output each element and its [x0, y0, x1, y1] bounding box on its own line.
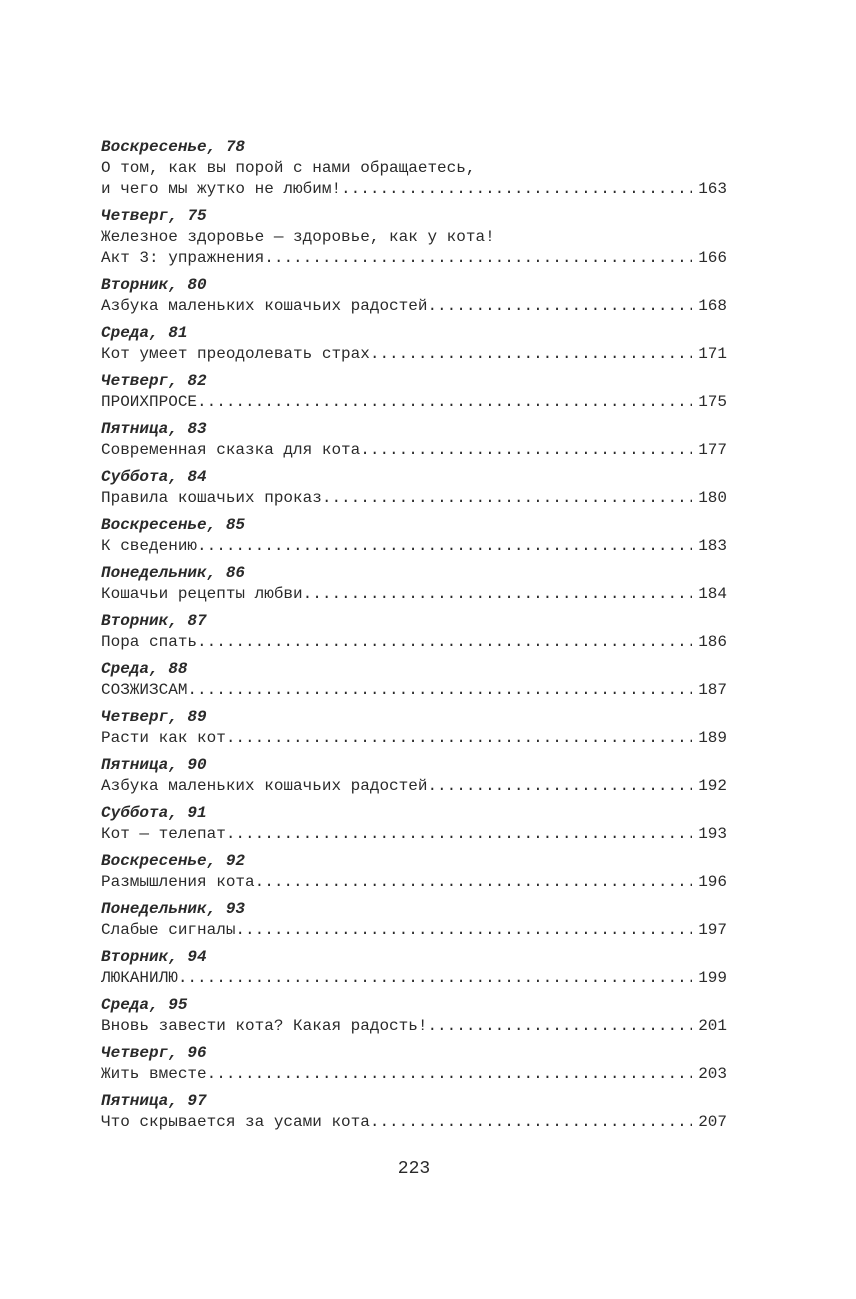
- toc-title-row[interactable]: [101, 824, 727, 845]
- toc-entry: [101, 1042, 727, 1085]
- toc-day-heading: Воскресенье, 85: [101, 516, 246, 534]
- dot-leader: [303, 584, 693, 605]
- toc-entry: [101, 370, 727, 413]
- dot-leader: [207, 1064, 693, 1085]
- toc-title-row[interactable]: [101, 632, 727, 653]
- toc-day-heading: Четверг, 96: [101, 1044, 207, 1062]
- toc-page-number: 207: [698, 1113, 727, 1131]
- toc-entry: [101, 946, 727, 989]
- toc-title-row[interactable]: [101, 440, 727, 461]
- toc-title-row[interactable]: [101, 1016, 727, 1037]
- dot-leader: [226, 728, 692, 749]
- toc-page-number: 186: [698, 633, 727, 651]
- toc-page-number: 180: [698, 489, 727, 507]
- dot-leader: [360, 440, 692, 461]
- toc-entry: [101, 418, 727, 461]
- toc-title-row[interactable]: [101, 968, 727, 989]
- toc-day-heading: Среда, 95: [101, 996, 188, 1014]
- toc-page-number: 201: [698, 1017, 727, 1035]
- dot-leader: [197, 536, 692, 557]
- toc-title-line: Железное здоровье — здоровье, как у кота!: [101, 228, 495, 246]
- toc-title: Акт 3: упражнения: [101, 249, 265, 267]
- toc-title: ЛЮКАНИЛЮ: [101, 969, 178, 987]
- toc-entry: [101, 562, 727, 605]
- table-of-contents: [101, 136, 727, 1133]
- toc-title-row[interactable]: [101, 776, 727, 797]
- toc-day-heading: Пятница, 90: [101, 756, 207, 774]
- toc-entry: [101, 898, 727, 941]
- dot-leader: [322, 488, 692, 509]
- toc-title-row[interactable]: [101, 1112, 727, 1133]
- toc-title: ПРОИХПРОСЕ: [101, 393, 198, 411]
- toc-title: Вновь завести кота? Какая радость!: [101, 1017, 428, 1035]
- toc-title: Что скрывается за усами кота: [101, 1113, 370, 1131]
- toc-page-number: 171: [698, 345, 727, 363]
- toc-day-heading: Пятница, 83: [101, 420, 207, 438]
- toc-day-heading: Среда, 81: [101, 324, 188, 342]
- toc-title-row[interactable]: [101, 584, 727, 605]
- toc-entry: [101, 274, 727, 317]
- toc-title-row[interactable]: [101, 920, 727, 941]
- toc-title: Азбука маленьких кошачьих радостей: [101, 297, 428, 315]
- dot-leader: [264, 248, 692, 269]
- toc-entry: [101, 658, 727, 701]
- toc-page-number: 187: [698, 681, 727, 699]
- page-number: 223: [397, 1159, 431, 1179]
- toc-title: Кошачьи рецепты любви: [101, 585, 303, 603]
- toc-entry: [101, 850, 727, 893]
- toc-page-number: 193: [698, 825, 727, 843]
- toc-page-number: 189: [698, 729, 727, 747]
- toc-day-heading: Вторник, 94: [101, 948, 207, 966]
- toc-entry: [101, 1090, 727, 1133]
- toc-page-number: 197: [698, 921, 727, 939]
- toc-day-heading: Пятница, 97: [101, 1092, 207, 1110]
- toc-page-number: 163: [698, 180, 727, 198]
- dot-leader: [370, 1112, 692, 1133]
- dot-leader: [197, 392, 692, 413]
- toc-day-heading: Среда, 88: [101, 660, 188, 678]
- toc-entry: [101, 994, 727, 1037]
- dot-leader: [197, 632, 692, 653]
- toc-page-number: 203: [698, 1065, 727, 1083]
- dot-leader: [341, 179, 692, 200]
- toc-title-line: О том, как вы порой с нами обращаетесь,: [101, 159, 476, 177]
- toc-page-number: 166: [698, 249, 727, 267]
- toc-day-heading: Воскресенье, 92: [101, 852, 246, 870]
- toc-title: Слабые сигналы: [101, 921, 236, 939]
- toc-entry: [101, 205, 727, 269]
- toc-title: и чего мы жутко не любим!: [101, 180, 342, 198]
- dot-leader: [427, 776, 692, 797]
- toc-title-row[interactable]: [101, 728, 727, 749]
- toc-page-number: 168: [698, 297, 727, 315]
- toc-title-row[interactable]: [101, 680, 727, 701]
- toc-day-heading: Суббота, 91: [101, 804, 207, 822]
- toc-entry: [101, 706, 727, 749]
- toc-day-heading: Четверг, 82: [101, 372, 207, 390]
- toc-title-row[interactable]: [101, 488, 727, 509]
- toc-page-number: 175: [698, 393, 727, 411]
- toc-title-row[interactable]: [101, 344, 727, 365]
- toc-page-number: 196: [698, 873, 727, 891]
- toc-page-number: 199: [698, 969, 727, 987]
- toc-entry: [101, 610, 727, 653]
- toc-day-heading: Понедельник, 93: [101, 900, 246, 918]
- toc-entry: [101, 136, 727, 200]
- dot-leader: [427, 296, 692, 317]
- toc-title: Жить вместе: [101, 1065, 207, 1083]
- toc-title: Размышления кота: [101, 873, 255, 891]
- toc-title: СОЗЖИЗСАМ: [101, 681, 188, 699]
- toc-title: Кот умеет преодолевать страх: [101, 345, 370, 363]
- toc-title-row[interactable]: [101, 536, 727, 557]
- toc-day-heading: Вторник, 87: [101, 612, 207, 630]
- toc-day-heading: Понедельник, 86: [101, 564, 246, 582]
- toc-day-heading: Вторник, 80: [101, 276, 207, 294]
- toc-title-row[interactable]: [101, 179, 727, 200]
- dot-leader: [187, 680, 692, 701]
- toc-day-heading: Суббота, 84: [101, 468, 207, 486]
- toc-title-row[interactable]: [101, 296, 727, 317]
- dot-leader: [370, 344, 692, 365]
- toc-title: Азбука маленьких кошачьих радостей: [101, 777, 428, 795]
- toc-title: Расти как кот: [101, 729, 226, 747]
- toc-entry: [101, 754, 727, 797]
- toc-title: Пора спать: [101, 633, 198, 651]
- toc-entry: [101, 322, 727, 365]
- toc-title-row[interactable]: [101, 1064, 727, 1085]
- toc-title: Современная сказка для кота: [101, 441, 361, 459]
- toc-entry: [101, 466, 727, 509]
- toc-page-number: 184: [698, 585, 727, 603]
- toc-page-number: 183: [698, 537, 727, 555]
- toc-title: Правила кошачьих проказ: [101, 489, 322, 507]
- toc-entry: [101, 802, 727, 845]
- toc-title: Кот — телепат: [101, 825, 226, 843]
- toc-page-number: 177: [698, 441, 727, 459]
- toc-day-heading: Воскресенье, 78: [101, 138, 246, 156]
- dot-leader: [178, 968, 692, 989]
- dot-leader: [427, 1016, 692, 1037]
- dot-leader: [235, 920, 692, 941]
- toc-title-row[interactable]: [101, 248, 727, 269]
- dot-leader: [255, 872, 693, 893]
- dot-leader: [226, 824, 692, 845]
- toc-title-row[interactable]: [101, 392, 727, 413]
- toc-day-heading: Четверг, 89: [101, 708, 207, 726]
- toc-title: К сведению: [101, 537, 198, 555]
- toc-title-row[interactable]: [101, 872, 727, 893]
- toc-page-number: 192: [698, 777, 727, 795]
- toc-entry: [101, 514, 727, 557]
- toc-day-heading: Четверг, 75: [101, 207, 207, 225]
